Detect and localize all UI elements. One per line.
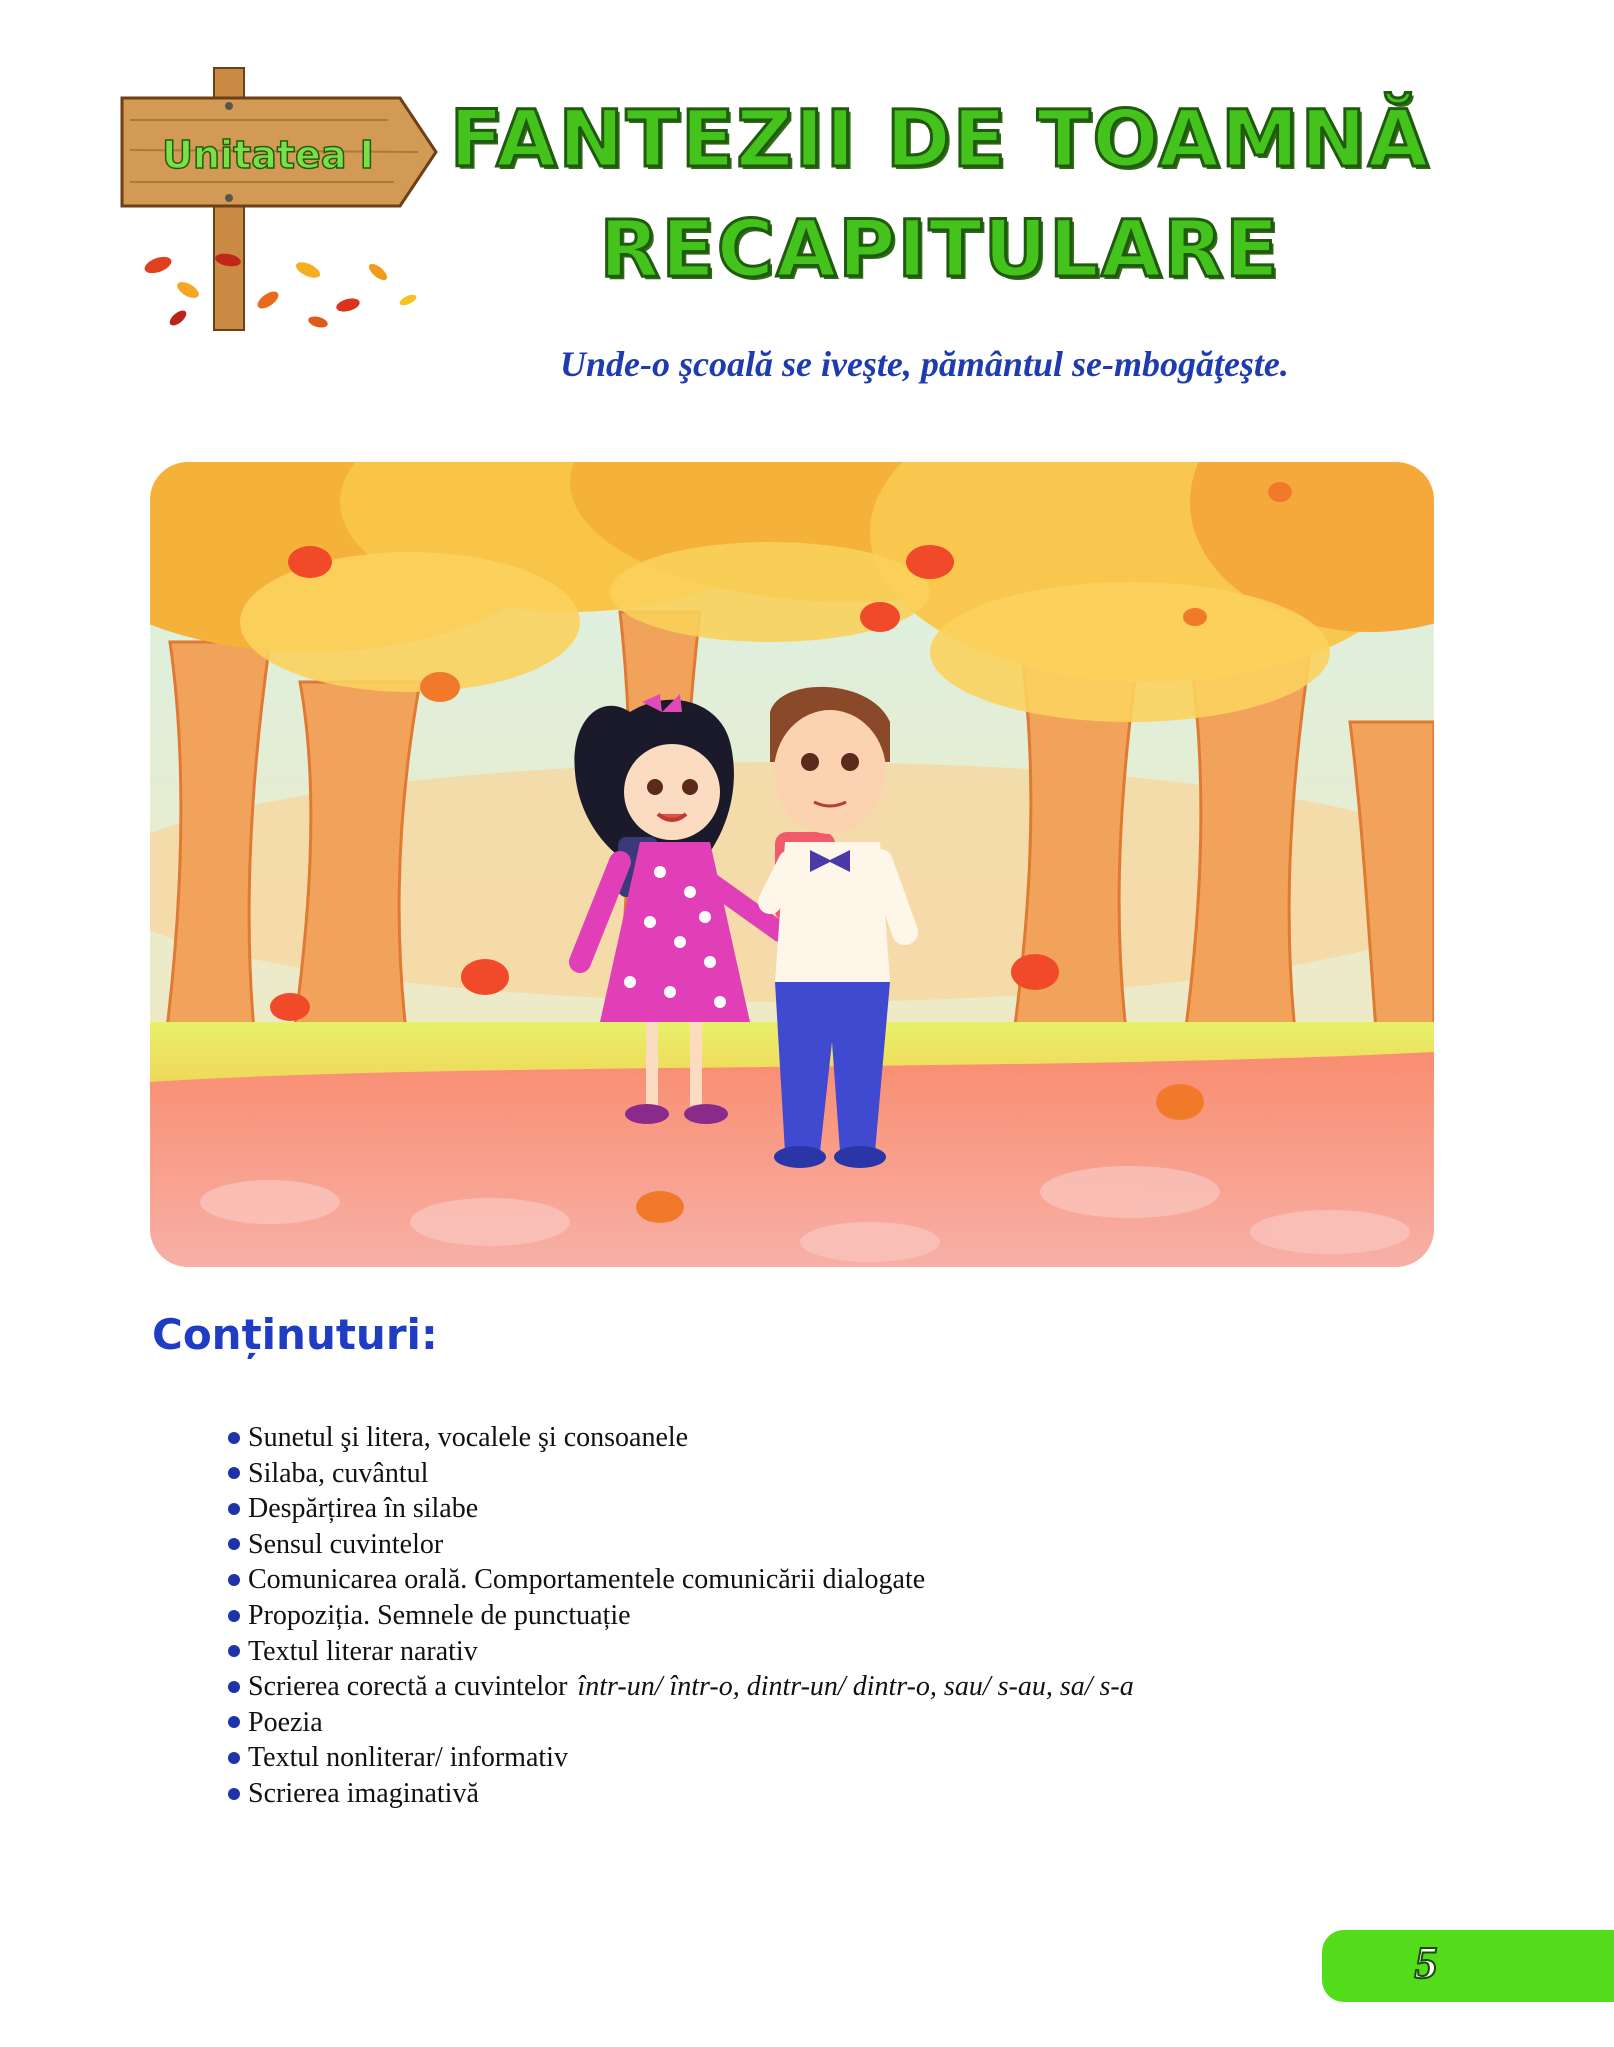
list-item: Silaba, cuvântul xyxy=(228,1456,1134,1492)
page-number: 5 xyxy=(1414,1937,1438,1988)
list-item: Textul nonliterar/ informativ xyxy=(228,1740,1134,1776)
page-number-tab xyxy=(1322,1930,1614,2002)
list-item: Textul literar narativ xyxy=(228,1634,1134,1670)
list-item: Propoziția. Semnele de punctuație xyxy=(228,1598,1134,1634)
contents-heading: Conținuturi: xyxy=(152,1310,438,1359)
motto: Unde-o şcoală se iveşte, pământul se-mbogăţeşte. xyxy=(560,344,1289,384)
list-item: Poezia xyxy=(228,1705,1134,1741)
bullet-icon xyxy=(228,1467,240,1479)
unit-label: Unitatea I xyxy=(162,133,374,177)
bullet-icon xyxy=(228,1681,240,1693)
list-item: Sunetul şi litera, vocalele şi consoanele xyxy=(228,1420,1134,1456)
autumn-illustration xyxy=(150,462,1434,1267)
page-title: FANTEZII DE TOAMNĂ xyxy=(449,95,1431,185)
unit-signpost xyxy=(118,60,448,340)
falling-leaves-icon xyxy=(142,252,417,330)
page-subtitle: RECAPITULARE xyxy=(599,205,1281,295)
bullet-icon xyxy=(228,1503,240,1515)
list-item: Sensul cuvintelor xyxy=(228,1527,1134,1563)
list-item: Despărțirea în silabe xyxy=(228,1491,1134,1527)
bullet-icon xyxy=(228,1788,240,1800)
contents-list xyxy=(228,1420,1134,1812)
list-item: Scrierea imaginativă xyxy=(228,1776,1134,1812)
bullet-icon xyxy=(228,1538,240,1550)
bullet-icon xyxy=(228,1645,240,1657)
bullet-icon xyxy=(228,1610,240,1622)
list-item: Comunicarea orală. Comportamentele comunicării dialogate xyxy=(228,1562,1134,1598)
bullet-icon xyxy=(228,1752,240,1764)
bullet-icon xyxy=(228,1432,240,1444)
list-item-examples: într-un/ într-o, dintr-un/ dintr-o, sau/ s-au, sa/ s-a xyxy=(577,1671,1134,1703)
bullet-icon xyxy=(228,1574,240,1586)
bullet-icon xyxy=(228,1716,240,1728)
list-item: Scrierea corectă a cuvintelor într-un/ într-o, dintr-un/ dintr-o, sau/ s-au, sa/ s-a xyxy=(228,1669,1134,1705)
